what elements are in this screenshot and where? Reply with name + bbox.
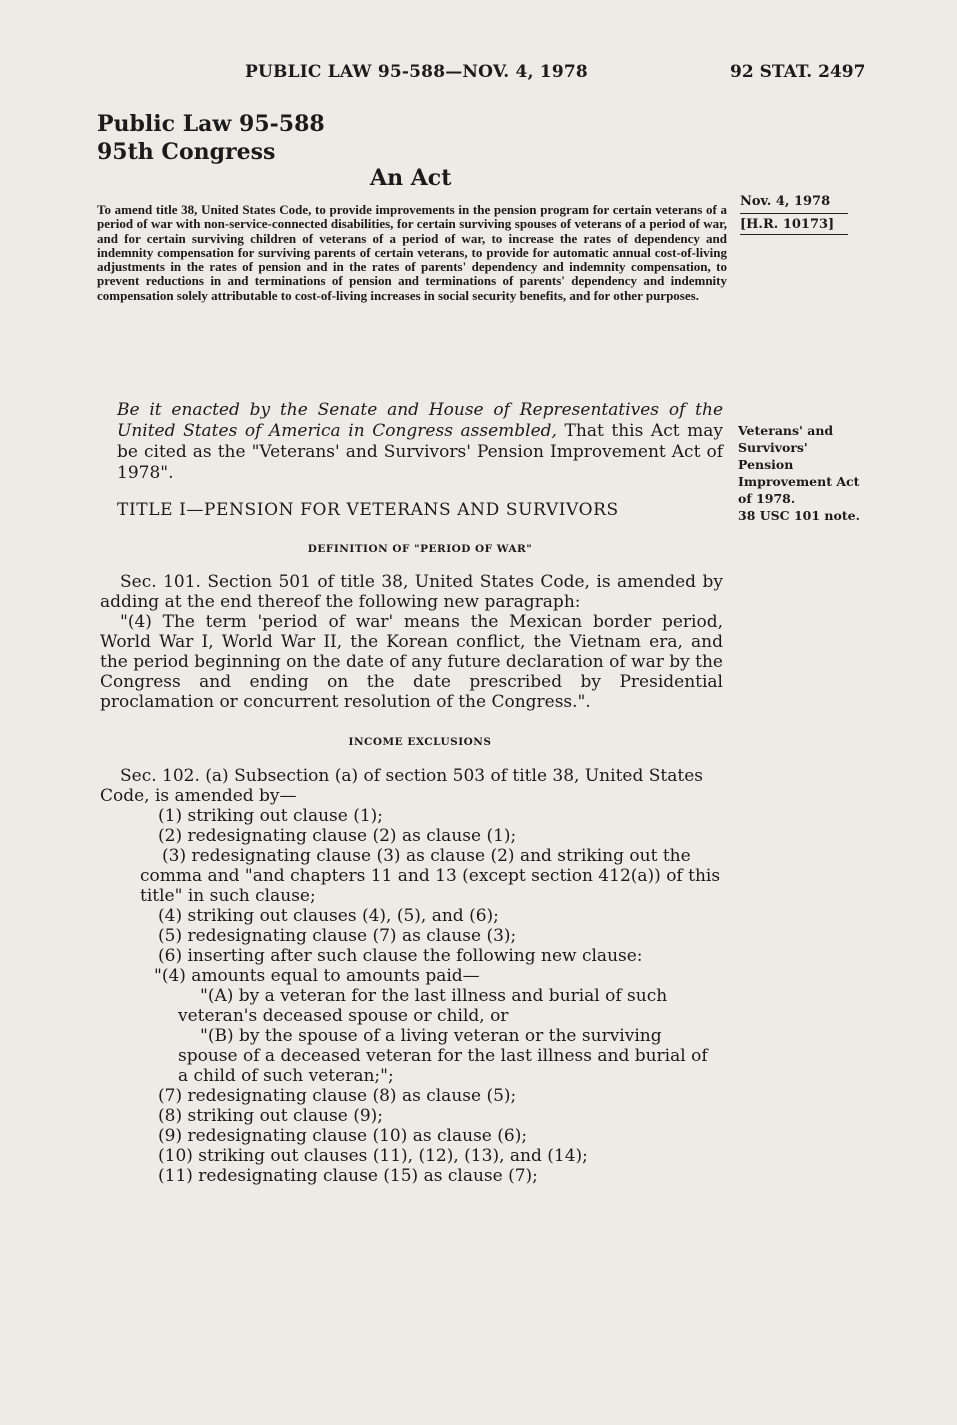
section-102-intro: Sec. 102. (a) Subsection (a) of section 503 of title 38, United States Code, is amended by— — [100, 766, 703, 806]
margin-short-title-note — [738, 422, 868, 524]
congress-number: 95th Congress — [97, 139, 276, 165]
new-clause: "(4) amounts equal to amounts paid— — [154, 966, 480, 986]
clause: (2) redesignating clause (2) as clause (1); — [158, 826, 517, 846]
running-head: PUBLIC LAW 95-588—NOV. 4, 1978 — [245, 62, 588, 82]
margin-rule — [740, 213, 848, 214]
clause: (7) redesignating clause (8) as clause (5); — [158, 1086, 517, 1106]
law-title-block — [97, 110, 325, 166]
section-101-paragraph: "(4) The term 'period of war' means the Mexican border period, World War I, World War II, the Korean conflict, the Vietnam era, and the period beginning on the date of any future declaration of war by the Congress and ending on the date prescribed by Presidential proclamation or concurrent resolution of the Congress.". — [100, 612, 723, 712]
margin-line: Pension — [738, 457, 794, 472]
margin-rule — [740, 234, 848, 235]
clause: (6) inserting after such clause the following new clause: — [158, 946, 643, 966]
purpose-text: To amend title 38, United States Code, to provide improvements in the pension program for certain veterans of a period of war with non-service-connected disabilities, for certain surviving spouses of veterans of a period of war, and for certain surviving children of veterans of a period of war, to increase the rates of dependency and indemnity compensation for surviving parents of certain veterans, to provide for automatic annual cost-of-living adjustments in the rates of pension and in the rates of parents' dependency and indemnity compensation, to prevent reductions in and terminations of pension and terminations of parents' dependency and indemnity compensation solely attributable to cost-of-living increases in social security benefits, and for other purposes. — [97, 202, 727, 303]
clause: (9) redesignating clause (10) as clause (6); — [158, 1126, 528, 1146]
bill-number: [H.R. 10173] — [740, 217, 835, 232]
clause: (8) striking out clause (9); — [158, 1106, 384, 1126]
clause: (1) striking out clause (1); — [158, 806, 384, 826]
enacting-clause — [117, 400, 723, 484]
purpose-paragraph — [97, 203, 727, 303]
enacting-formula: Be it enacted by the Senate and House of Representatives of the United States of America in Congress assembled, — [117, 400, 723, 441]
law-number: Public Law 95-588 — [97, 111, 325, 137]
subclause-b: "(B) by the spouse of a living veteran or the surviving spouse of a deceased veteran for the last illness and burial of a child of such veteran;"; — [178, 1026, 708, 1086]
short-title-text: That this Act may be cited as the "Veterans' and Survivors' Pension Improvement Act of 1978". — [117, 421, 723, 483]
section-101-intro: Sec. 101. Section 501 of title 38, United States Code, is amended by adding at the end thereof the following new paragraph: — [100, 572, 723, 612]
clause: (4) striking out clauses (4), (5), and (6); — [158, 906, 499, 926]
enactment-date: Nov. 4, 1978 — [740, 194, 831, 209]
section-101 — [100, 572, 723, 712]
margin-date-note — [740, 193, 850, 235]
margin-line: Veterans' and — [738, 423, 834, 438]
clause: (11) redesignating clause (15) as clause (7); — [158, 1166, 538, 1186]
margin-line: Improvement Act — [738, 474, 860, 489]
section-101-heading: DEFINITION OF "PERIOD OF WAR" — [307, 543, 533, 555]
margin-line: Survivors' — [738, 440, 808, 455]
section-102-heading: INCOME EXCLUSIONS — [348, 736, 492, 748]
margin-line: 38 USC 101 note. — [738, 508, 860, 523]
margin-line: of 1978. — [738, 491, 796, 506]
clause: (5) redesignating clause (7) as clause (3); — [158, 926, 517, 946]
clause: (10) striking out clauses (11), (12), (13), and (14); — [158, 1146, 588, 1166]
section-102 — [100, 766, 723, 1186]
clause: (3) redesignating clause (3) as clause (2) and striking out the comma and "and chapters 11 and 13 (except section 412(a)) of this title" in such clause; — [140, 846, 721, 906]
page-stat-number: 92 STAT. 2497 — [730, 62, 866, 82]
act-label: An Act — [370, 165, 452, 191]
title-heading: TITLE I—PENSION FOR VETERANS AND SURVIVORS — [117, 500, 619, 520]
subclause-a: "(A) by a veteran for the last illness and burial of such veteran's deceased spouse or child, or — [178, 986, 668, 1026]
